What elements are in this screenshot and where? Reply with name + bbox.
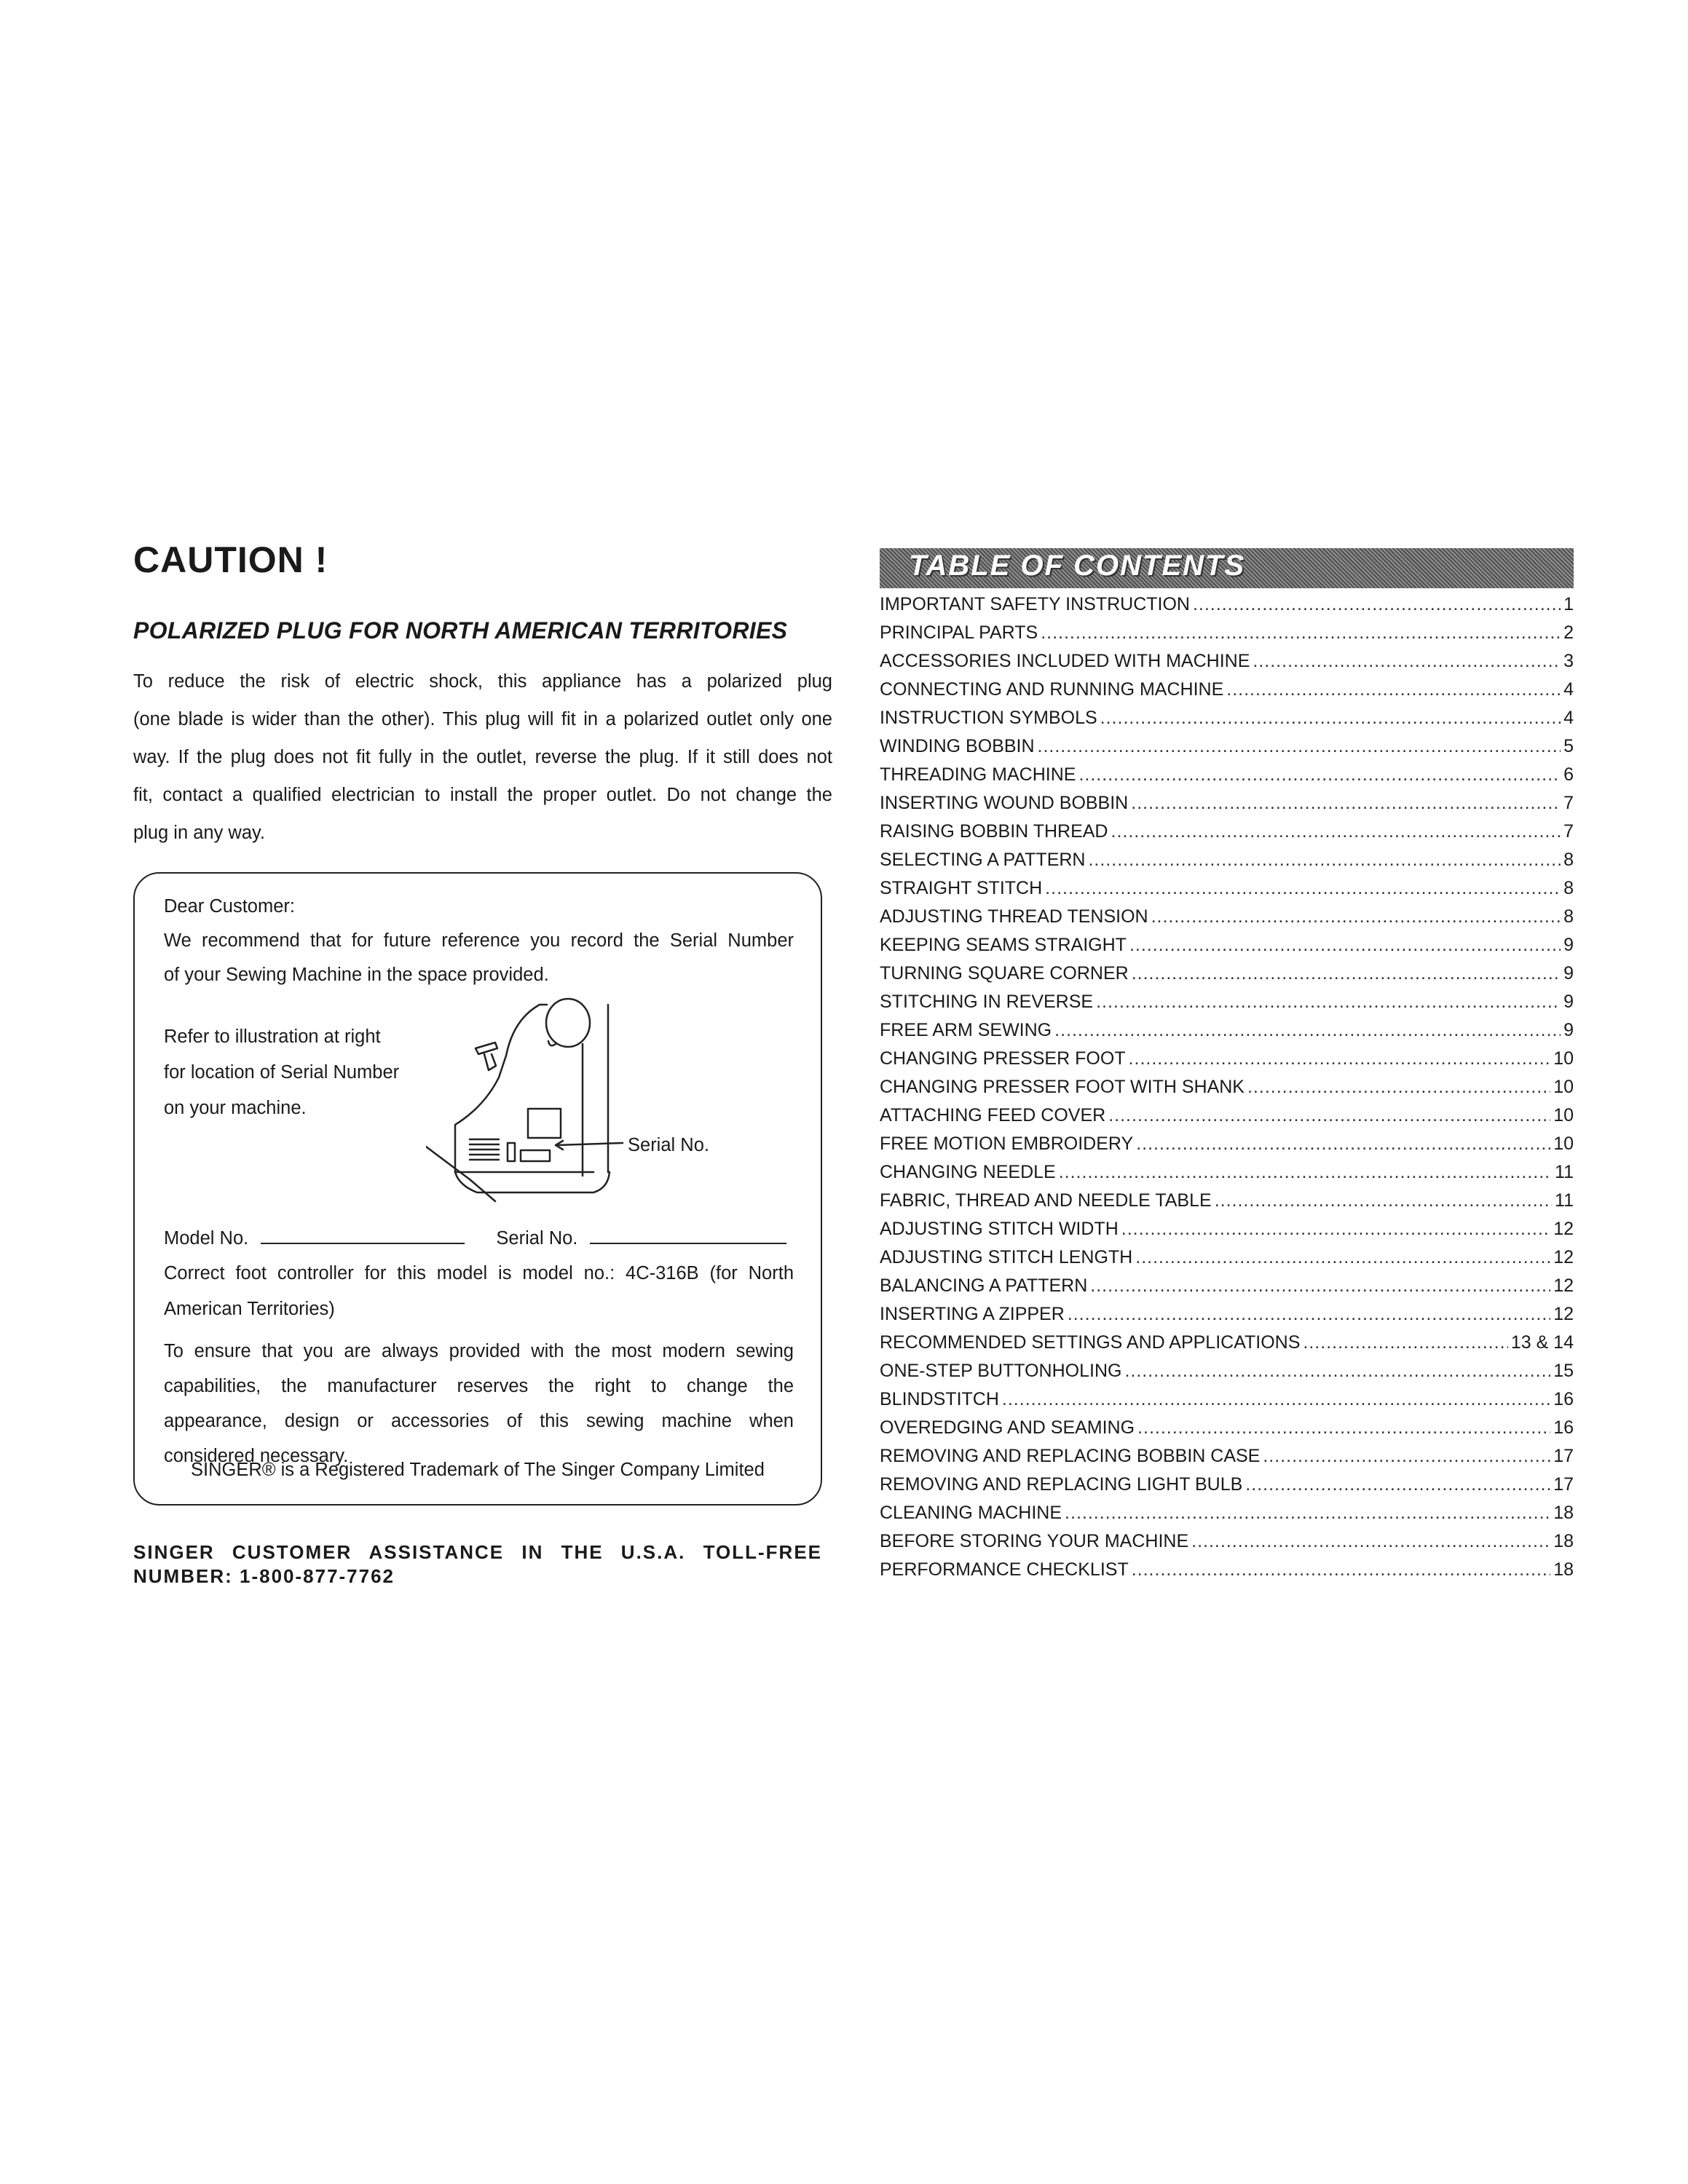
toc-leader-dots <box>1090 1272 1550 1300</box>
customer-assistance <box>133 1540 822 1588</box>
notice-line: for location of Serial Number <box>164 1062 400 1083</box>
toc-entry-title: FABRIC, THREAD AND NEEDLE TABLE <box>880 1190 1212 1211</box>
toc-leader-dots <box>1215 1187 1552 1215</box>
toc-entry-page: 12 <box>1553 1304 1574 1324</box>
toc-entry-page: 9 <box>1563 992 1574 1012</box>
notice-line: on your machine. <box>164 1098 307 1118</box>
toc-entry-title: SELECTING A PATTERN <box>880 850 1086 870</box>
toc-entry-page: 18 <box>1553 1503 1574 1523</box>
toc-entry <box>880 931 1574 960</box>
toc-entry-title: PRINCIPAL PARTS <box>880 622 1038 643</box>
toc-leader-dots <box>1054 1016 1561 1045</box>
toc-entry-page: 17 <box>1553 1474 1574 1495</box>
toc-entry-title: IMPORTANT SAFETY INSTRUCTION <box>880 594 1190 614</box>
toc-entry-page: 4 <box>1563 708 1574 728</box>
toc-entry-title: REMOVING AND REPLACING LIGHT BULB <box>880 1474 1243 1495</box>
toc-entry-page: 1 <box>1563 594 1574 614</box>
toc-entry <box>880 1357 1574 1385</box>
toc-leader-dots <box>1068 1300 1550 1329</box>
toc-entry-title: FREE ARM SEWING <box>880 1020 1052 1040</box>
toc-entry-title: ACCESSORIES INCLUDED WITH MACHINE <box>880 651 1250 671</box>
notice-line: To ensure that you are always provided with the most modern sewing <box>164 1341 794 1361</box>
toc-entry-page: 7 <box>1563 793 1574 813</box>
toc-leader-dots <box>1096 988 1561 1016</box>
model-label: Model No. <box>164 1228 249 1249</box>
toc-entry-title: BEFORE STORING YOUR MACHINE <box>880 1531 1189 1551</box>
toc-entry-title: CLEANING MACHINE <box>880 1503 1062 1523</box>
toc-entry-title: PERFORMANCE CHECKLIST <box>880 1559 1129 1580</box>
toc-entry-page: 2 <box>1563 622 1574 643</box>
toc-entry-page: 9 <box>1563 963 1574 984</box>
toc-leader-dots <box>1129 931 1561 960</box>
notice-line: We recommend that for future reference you record the Serial Number <box>164 930 794 951</box>
toc-entry-page: 8 <box>1563 906 1574 927</box>
toc-entry <box>880 761 1574 789</box>
toc-entry-page: 10 <box>1553 1133 1574 1154</box>
plug-text-line: way. If the plug does not fit fully in the outlet, reverse the plug. If it still does not <box>133 747 832 767</box>
toc-leader-dots <box>1247 1073 1550 1101</box>
toc-leader-dots <box>1132 1556 1550 1584</box>
toc-entry-title: BLINDSTITCH <box>880 1389 999 1409</box>
toc-entry <box>880 590 1574 619</box>
notice-greeting: Dear Customer: <box>164 896 295 917</box>
toc-entry-title: CHANGING NEEDLE <box>880 1162 1056 1182</box>
toc-entry-title: ONE-STEP BUTTONHOLING <box>880 1361 1122 1381</box>
toc-entry-page: 4 <box>1563 679 1574 700</box>
serial-label: Serial No. <box>496 1228 578 1249</box>
customer-notice-box <box>133 872 822 1506</box>
toc-leader-dots <box>1303 1329 1507 1357</box>
toc-entry-title: ADJUSTING STITCH LENGTH <box>880 1247 1133 1267</box>
toc-entry-page: 13 & 14 <box>1510 1332 1574 1353</box>
toc-entry <box>880 818 1574 846</box>
toc-entry-title: FREE MOTION EMBROIDERY <box>880 1133 1134 1154</box>
notice-recommend <box>164 924 794 992</box>
plug-text-line: plug in any way. <box>133 823 265 843</box>
toc-entry <box>880 988 1574 1016</box>
toc-entry <box>880 1243 1574 1272</box>
toc-leader-dots <box>1151 903 1561 931</box>
notice-refer <box>164 1019 399 1126</box>
toc-leader-dots <box>1226 676 1561 704</box>
toc-leader-dots <box>1253 647 1561 676</box>
serial-number-line <box>590 1243 786 1244</box>
toc-entry-page: 18 <box>1553 1559 1574 1580</box>
toc-entry-title: ADJUSTING STITCH WIDTH <box>880 1219 1119 1239</box>
toc-entry-page: 12 <box>1553 1247 1574 1267</box>
plug-text-line: fit, contact a qualified electrician to install the proper outlet. Do not change the <box>133 785 832 805</box>
toc-entry-title: TURNING SQUARE CORNER <box>880 963 1129 984</box>
toc-entry-title: INSERTING A ZIPPER <box>880 1304 1065 1324</box>
toc-entry <box>880 903 1574 931</box>
toc-entry <box>880 1215 1574 1243</box>
toc-leader-dots <box>1065 1499 1550 1527</box>
toc-leader-dots <box>1038 732 1561 761</box>
toc-leader-dots <box>1121 1215 1550 1243</box>
toc-entry <box>880 1016 1574 1045</box>
toc-entry-page: 10 <box>1553 1048 1574 1069</box>
toc-entry <box>880 647 1574 676</box>
toc-leader-dots <box>1135 1243 1550 1272</box>
toc-entry <box>880 1300 1574 1329</box>
toc-leader-dots <box>1124 1357 1550 1385</box>
notice-line: Correct foot controller for this model is model no.: 4C-316B (for North <box>164 1263 794 1283</box>
toc-entry-title: CHANGING PRESSER FOOT WITH SHANK <box>880 1077 1245 1097</box>
toc-entry-page: 12 <box>1553 1275 1574 1296</box>
toc-entry-title: INSTRUCTION SYMBOLS <box>880 708 1097 728</box>
toc-entry <box>880 1471 1574 1499</box>
toc-entry-page: 8 <box>1563 850 1574 870</box>
toc-entry-page: 16 <box>1553 1389 1574 1409</box>
assistance-line: SINGER CUSTOMER ASSISTANCE IN THE U.S.A. TOLL-FREE <box>133 1541 822 1563</box>
toc-entry-page: 17 <box>1553 1446 1574 1466</box>
plug-text-line: (one blade is wider than the other). This plug will fit in a polarized outlet only one <box>133 709 832 729</box>
toc-entry-page: 9 <box>1563 935 1574 955</box>
polarized-plug-heading: POLARIZED PLUG FOR NORTH AMERICAN TERRITORIES <box>133 617 788 644</box>
toc-leader-dots <box>1002 1385 1550 1414</box>
toc-entry-page: 5 <box>1563 736 1574 756</box>
toc-entry-title: BALANCING A PATTERN <box>880 1275 1088 1296</box>
toc-entry-title: ADJUSTING THREAD TENSION <box>880 906 1148 927</box>
toc-entry <box>880 1414 1574 1442</box>
toc-entry-page: 10 <box>1553 1105 1574 1125</box>
toc-entry-title: RAISING BOBBIN THREAD <box>880 821 1108 842</box>
toc-entry <box>880 1073 1574 1101</box>
toc-entry <box>880 874 1574 903</box>
assistance-line: NUMBER: 1-800-877-7762 <box>133 1565 395 1587</box>
toc-entry-title: REMOVING AND REPLACING BOBBIN CASE <box>880 1446 1261 1466</box>
notice-line: capabilities, the manufacturer reserves the right to change the <box>164 1376 794 1396</box>
toc-entry-page: 10 <box>1553 1077 1574 1097</box>
toc-leader-dots <box>1132 960 1561 988</box>
caution-title: CAUTION ! <box>133 539 328 580</box>
toc-entry <box>880 619 1574 647</box>
toc-leader-dots <box>1129 1045 1551 1073</box>
plug-text-line: To reduce the risk of electric shock, this appliance has a polarized plug <box>133 671 832 692</box>
toc-title: TABLE OF CONTENTS <box>909 550 1246 582</box>
notice-foot-controller <box>164 1256 794 1327</box>
toc-leader-dots <box>1193 590 1561 619</box>
toc-leader-dots <box>1059 1158 1552 1187</box>
toc-entry <box>880 732 1574 761</box>
model-number-line <box>261 1243 465 1244</box>
toc-leader-dots <box>1131 789 1561 818</box>
toc-entry <box>880 1556 1574 1584</box>
toc-entry-page: 9 <box>1563 1020 1574 1040</box>
toc-entry <box>880 789 1574 818</box>
toc-leader-dots <box>1108 1101 1550 1130</box>
toc-entry-page: 6 <box>1563 764 1574 785</box>
toc-entry-title: CHANGING PRESSER FOOT <box>880 1048 1126 1069</box>
toc-entry <box>880 1272 1574 1300</box>
toc-entry <box>880 960 1574 988</box>
toc-entry <box>880 1442 1574 1471</box>
toc-entry-page: 12 <box>1553 1219 1574 1239</box>
toc-entry-title: STITCHING IN REVERSE <box>880 992 1094 1012</box>
toc-entry <box>880 704 1574 732</box>
toc-entry-title: STRAIGHT STITCH <box>880 878 1043 898</box>
toc-entry <box>880 676 1574 704</box>
toc-leader-dots <box>1078 761 1561 789</box>
toc-entry-title: THREADING MACHINE <box>880 764 1076 785</box>
toc-entry <box>880 1329 1574 1357</box>
notice-line: American Territories) <box>164 1299 335 1319</box>
toc-list <box>880 590 1574 1584</box>
toc-entry-title: WINDING BOBBIN <box>880 736 1035 756</box>
toc-entry <box>880 1385 1574 1414</box>
serial-callout-label: Serial No. <box>628 1135 709 1155</box>
toc-entry-page: 15 <box>1553 1361 1574 1381</box>
toc-leader-dots <box>1136 1130 1550 1158</box>
toc-leader-dots <box>1041 619 1561 647</box>
toc-entry-title: KEEPING SEAMS STRAIGHT <box>880 935 1127 955</box>
toc-entry <box>880 1499 1574 1527</box>
toc-entry <box>880 1101 1574 1130</box>
toc-banner <box>880 548 1574 588</box>
notice-line: of your Sewing Machine in the space provided. <box>164 965 549 985</box>
toc-entry-page: 18 <box>1553 1531 1574 1551</box>
toc-entry <box>880 1527 1574 1556</box>
toc-leader-dots <box>1191 1527 1550 1556</box>
toc-leader-dots <box>1137 1414 1550 1442</box>
toc-entry <box>880 846 1574 874</box>
toc-leader-dots <box>1245 1471 1550 1499</box>
toc-entry-page: 11 <box>1555 1162 1574 1182</box>
notice-line: considered necessary. <box>164 1446 349 1466</box>
toc-entry-page: 11 <box>1555 1190 1574 1211</box>
polarized-plug-text <box>133 662 832 852</box>
toc-entry-page: 3 <box>1563 651 1574 671</box>
toc-leader-dots <box>1100 704 1561 732</box>
toc-entry <box>880 1187 1574 1215</box>
toc-entry-page: 16 <box>1553 1417 1574 1438</box>
notice-line: Refer to illustration at right <box>164 1026 381 1047</box>
toc-entry <box>880 1130 1574 1158</box>
toc-entry-title: CONNECTING AND RUNNING MACHINE <box>880 679 1224 700</box>
toc-entry <box>880 1045 1574 1073</box>
toc-leader-dots <box>1263 1442 1550 1471</box>
sewing-machine-illustration <box>426 997 790 1208</box>
toc-entry-page: 7 <box>1563 821 1574 842</box>
toc-leader-dots <box>1045 874 1561 903</box>
trademark-note: SINGER® is a Registered Trademark of The Singer Company Limited <box>191 1460 765 1480</box>
toc-leader-dots <box>1088 846 1561 874</box>
toc-entry-title: OVEREDGING AND SEAMING <box>880 1417 1135 1438</box>
toc-entry <box>880 1158 1574 1187</box>
model-serial-fields <box>164 1222 786 1256</box>
toc-leader-dots <box>1111 818 1561 846</box>
toc-entry-title: INSERTING WOUND BOBBIN <box>880 793 1129 813</box>
toc-entry-title: ATTACHING FEED COVER <box>880 1105 1106 1125</box>
toc-entry-title: RECOMMENDED SETTINGS AND APPLICATIONS <box>880 1332 1301 1353</box>
toc-entry-page: 8 <box>1563 878 1574 898</box>
notice-line: appearance, design or accessories of this sewing machine when <box>164 1411 794 1431</box>
